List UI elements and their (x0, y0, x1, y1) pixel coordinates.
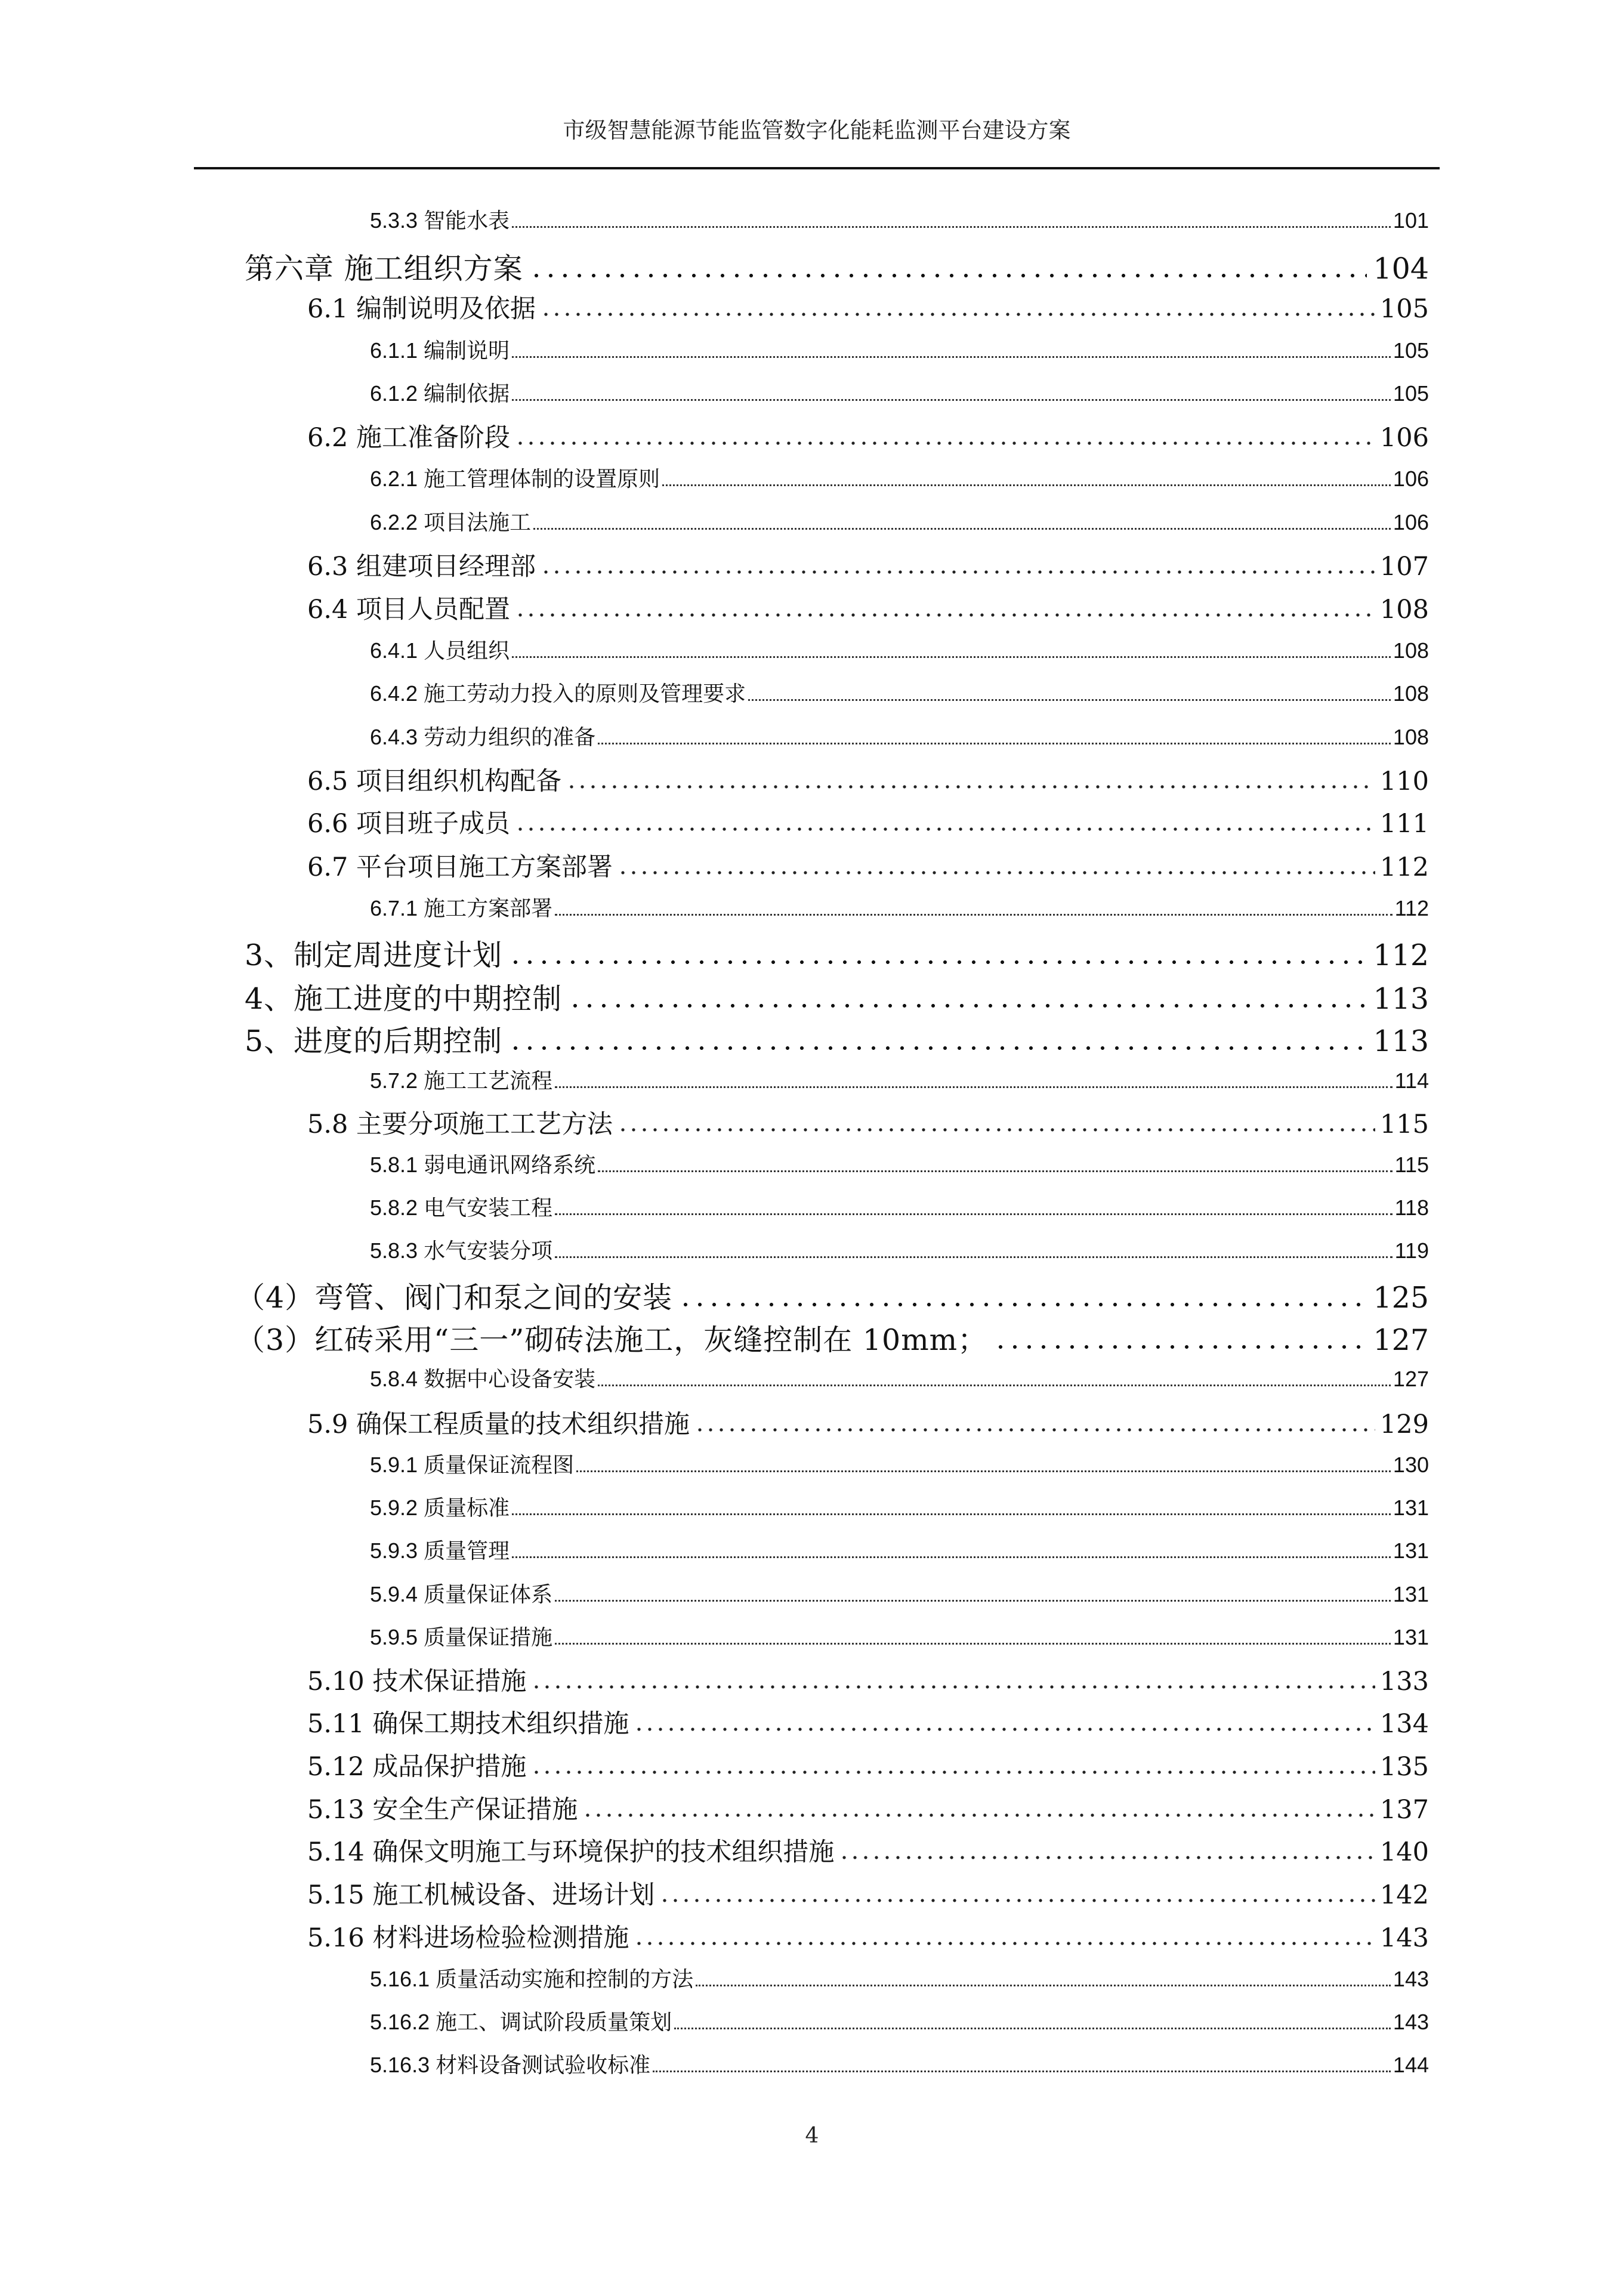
toc-entry-title: 6.4.3 劳动力组织的准备 (370, 725, 596, 749)
toc-entry[interactable] (307, 1104, 1429, 1140)
toc-entry-page: 142 (1379, 1880, 1429, 1910)
toc-dot-leader (678, 1281, 1367, 1308)
toc-entry-page: 143 (1393, 2010, 1429, 2034)
toc-entry-title: 6.4 项目人员配置 (307, 595, 511, 625)
toc-entry[interactable] (370, 1491, 1429, 1522)
toc-dot-leader (748, 681, 1391, 701)
toc-entry-title: 5.16.3 材料设备测试验收标准 (370, 2053, 651, 2077)
toc-entry[interactable] (307, 418, 1429, 453)
toc-dot-leader (555, 1238, 1393, 1258)
toc-entry-page: 105 (1393, 381, 1429, 406)
toc-entry[interactable] (307, 1875, 1429, 1911)
toc-entry[interactable] (370, 2048, 1429, 2079)
toc-entry[interactable] (370, 2005, 1429, 2037)
toc-entry-page: 131 (1393, 1495, 1429, 1520)
toc-entry[interactable] (307, 289, 1429, 325)
toc-entry-title: 5.3.3 智能水表 (370, 208, 510, 233)
toc-entry-page: 113 (1373, 982, 1429, 1015)
toc-entry-title: 6.7 平台项目施工方案部署 (307, 852, 613, 882)
toc-dot-leader (618, 852, 1375, 876)
toc-entry[interactable] (307, 1404, 1429, 1440)
toc-entry-page: 112 (1373, 938, 1429, 972)
toc-entry-page: 127 (1373, 1323, 1429, 1356)
toc-entry[interactable] (370, 1448, 1429, 1479)
toc-entry[interactable] (370, 892, 1429, 923)
toc-dot-leader (568, 982, 1367, 1009)
toc-entry[interactable] (236, 1317, 1429, 1356)
toc-entry-page: 119 (1394, 1238, 1429, 1263)
toc-dot-leader (515, 422, 1375, 446)
toc-dot-leader (541, 551, 1375, 575)
toc-entry-page: 133 (1379, 1667, 1429, 1696)
toc-dot-leader (555, 1625, 1391, 1645)
toc-entry-title: 4、施工进度的中期控制 (245, 982, 563, 1015)
toc-entry-title: 5.11 确保工期技术组织措施 (307, 1709, 629, 1739)
toc-entry[interactable] (370, 1148, 1429, 1179)
toc-entry[interactable] (370, 1963, 1429, 1994)
toc-entry[interactable] (245, 932, 1429, 972)
toc-entry-title: 6.7.1 施工方案部署 (370, 896, 553, 920)
toc-entry-title: 5.13 安全生产保证措施 (307, 1795, 578, 1825)
toc-dot-leader (659, 1880, 1375, 1903)
toc-entry-page: 127 (1393, 1367, 1429, 1391)
header-divider (194, 167, 1440, 169)
toc-entry-page: 106 (1379, 423, 1429, 453)
toc-dot-leader (662, 466, 1391, 486)
toc-dot-leader (696, 1967, 1391, 1986)
toc-dot-leader (555, 1195, 1393, 1215)
page-number: 4 (805, 2124, 819, 2148)
toc-entry[interactable] (307, 589, 1429, 625)
toc-entry-title: 6.3 组建项目经理部 (307, 552, 536, 582)
toc-entry[interactable] (236, 1275, 1429, 1314)
toc-entry-title: 5.8.3 水气安装分项 (370, 1238, 553, 1263)
toc-dot-leader (515, 808, 1375, 832)
toc-entry[interactable] (370, 1234, 1429, 1265)
page-header-title: 市级智慧能源节能监管数字化能耗监测平台建设方案 (563, 118, 1071, 143)
toc-entry-page: 110 (1379, 767, 1429, 796)
toc-entry-page: 107 (1379, 552, 1429, 582)
toc-dot-leader (694, 1409, 1375, 1433)
toc-dot-leader (598, 1152, 1393, 1172)
toc-entry-title: 6.4.1 人员组织 (370, 638, 510, 663)
toc-entry-page: 104 (1373, 252, 1429, 285)
toc-dot-leader (839, 1837, 1375, 1861)
toc-dot-leader (653, 2053, 1391, 2072)
toc-entry-page: 114 (1394, 1068, 1429, 1093)
toc-entry-page: 105 (1393, 338, 1429, 363)
toc-entry[interactable] (370, 634, 1429, 665)
toc-entry[interactable] (370, 1064, 1429, 1095)
toc-entry[interactable] (370, 462, 1429, 493)
toc-entry[interactable] (307, 761, 1429, 797)
toc-entry-page: 131 (1393, 1538, 1429, 1563)
toc-entry[interactable] (245, 1018, 1429, 1058)
toc-dot-leader (531, 1751, 1375, 1775)
toc-entry[interactable] (370, 204, 1429, 235)
toc-entry-title: 6.2 施工准备阶段 (307, 423, 511, 453)
toc-dot-leader (993, 1324, 1367, 1350)
toc-entry-page: 108 (1393, 681, 1429, 706)
toc-entry-title: 6.2.1 施工管理体制的设置原则 (370, 466, 660, 491)
toc-dot-leader (555, 896, 1393, 916)
toc-dot-leader (508, 1025, 1367, 1051)
toc-entry[interactable] (245, 976, 1429, 1015)
toc-entry[interactable] (370, 721, 1429, 752)
toc-entry[interactable] (307, 1832, 1429, 1868)
toc-dot-leader (582, 1794, 1375, 1818)
toc-dot-leader (512, 638, 1391, 658)
toc-dot-leader (512, 208, 1391, 228)
toc-entry-title: 3、制定周进度计划 (245, 938, 503, 972)
toc-entry[interactable] (307, 1747, 1429, 1782)
toc-entry[interactable] (370, 1578, 1429, 1609)
toc-entry[interactable] (307, 847, 1429, 883)
toc-entry[interactable] (307, 1790, 1429, 1825)
toc-entry-title: 5.15 施工机械设备、进场计划 (307, 1880, 655, 1910)
toc-entry[interactable] (370, 334, 1429, 365)
toc-entry-title: 5.8.1 弱电通讯网络系统 (370, 1152, 596, 1177)
toc-entry[interactable] (307, 546, 1429, 582)
toc-entry-title: （4）弯管、阀门和泵之间的安装 (236, 1281, 673, 1314)
toc-entry[interactable] (370, 1362, 1429, 1393)
toc-entry[interactable] (307, 804, 1429, 839)
toc-entry-page: 134 (1379, 1709, 1429, 1739)
toc-entry-title: 5.8.4 数据中心设备安装 (370, 1367, 596, 1391)
toc-entry[interactable] (370, 1534, 1429, 1565)
toc-dot-leader (634, 1708, 1375, 1732)
toc-entry-page: 118 (1394, 1195, 1429, 1220)
toc-entry-title: 5.8.2 电气安装工程 (370, 1195, 553, 1220)
toc-dot-leader (512, 338, 1391, 358)
toc-dot-leader (598, 1367, 1391, 1386)
toc-dot-leader (533, 510, 1391, 530)
toc-entry-page: 108 (1379, 595, 1429, 625)
toc-entry-page: 115 (1394, 1152, 1429, 1177)
toc-entry-page: 111 (1379, 809, 1429, 839)
toc-entry-title: 6.1.2 编制依据 (370, 381, 510, 406)
toc-entry-page: 131 (1393, 1582, 1429, 1606)
toc-entry-page: 131 (1393, 1625, 1429, 1649)
toc-entry-title: 5.16 材料进场检验检测措施 (307, 1923, 629, 1953)
toc-entry[interactable] (307, 1704, 1429, 1739)
toc-entry-title: 6.4.2 施工劳动力投入的原则及管理要求 (370, 681, 746, 706)
toc-entry[interactable] (370, 1191, 1429, 1222)
toc-entry-title: 6.1.1 编制说明 (370, 338, 510, 363)
toc-entry-page: 143 (1379, 1923, 1429, 1953)
toc-entry-page: 129 (1379, 1410, 1429, 1439)
toc-entry[interactable] (245, 246, 1429, 285)
toc-dot-leader (512, 1495, 1391, 1515)
toc-entry-page: 106 (1393, 510, 1429, 534)
toc-entry-page: 115 (1379, 1110, 1429, 1139)
toc-dot-leader (508, 939, 1367, 965)
toc-entry-page: 130 (1393, 1453, 1429, 1477)
toc-dot-leader (531, 1666, 1375, 1690)
toc-entry-title: 5.9.2 质量标准 (370, 1495, 510, 1520)
toc-entry-title: 5.9.4 质量保证体系 (370, 1582, 553, 1606)
toc-entry-page: 137 (1379, 1795, 1429, 1825)
toc-dot-leader (515, 594, 1375, 618)
toc-entry-page: 105 (1379, 294, 1429, 324)
toc-dot-leader (566, 766, 1375, 790)
toc-dot-leader (541, 293, 1375, 317)
toc-entry-title: 6.1 编制说明及依据 (307, 294, 536, 324)
toc-entry-title: 6.6 项目班子成员 (307, 809, 511, 839)
toc-entry-title: 5.12 成品保护措施 (307, 1752, 527, 1782)
toc-entry-title: 5.14 确保文明施工与环境保护的技术组织措施 (307, 1837, 835, 1867)
toc-dot-leader (512, 381, 1391, 401)
toc-dot-leader (555, 1582, 1391, 1602)
toc-entry-page: 108 (1393, 638, 1429, 663)
toc-entry-title: 5.9 确保工程质量的技术组织措施 (307, 1410, 690, 1439)
toc-entry-title: 5.16.2 施工、调试阶段质量策划 (370, 2010, 672, 2034)
toc-entry-page: 140 (1379, 1837, 1429, 1867)
toc-entry-title: 6.2.2 项目法施工 (370, 510, 532, 534)
toc-entry-title: 5.9.1 质量保证流程图 (370, 1453, 575, 1477)
toc-dot-leader (618, 1109, 1375, 1133)
toc-entry-page: 113 (1373, 1024, 1429, 1058)
toc-dot-leader (512, 1538, 1391, 1558)
toc-entry-title: 5.16.1 质量活动实施和控制的方法 (370, 1967, 694, 1991)
toc-entry-page: 106 (1393, 466, 1429, 491)
toc-dot-leader (674, 2010, 1391, 2029)
toc-entry-title: 5.7.2 施工工艺流程 (370, 1068, 553, 1093)
toc-entry-page: 112 (1394, 896, 1429, 920)
toc-entry-page: 143 (1393, 1967, 1429, 1991)
toc-entry-page: 112 (1379, 852, 1429, 882)
toc-dot-leader (634, 1923, 1375, 1946)
toc-dot-leader (529, 252, 1367, 279)
toc-entry-title: （3）红砖采用“三一”砌砖法施工，灰缝控制在 10mm； (236, 1323, 988, 1356)
toc-dot-leader (576, 1453, 1391, 1472)
toc-entry[interactable] (370, 1621, 1429, 1652)
toc-entry[interactable] (370, 677, 1429, 708)
toc-entry-title: 5、进度的后期控制 (245, 1024, 503, 1058)
toc-entry-title: 第六章 施工组织方案 (245, 252, 523, 285)
toc-entry-page: 125 (1373, 1281, 1429, 1314)
toc-entry-title: 6.5 项目组织机构配备 (307, 767, 562, 796)
toc-entry[interactable] (370, 377, 1429, 408)
toc-entry-page: 144 (1393, 2053, 1429, 2077)
toc-entry-title: 5.8 主要分项施工工艺方法 (307, 1110, 613, 1139)
toc-entry-page: 101 (1393, 208, 1429, 233)
toc-entry[interactable] (307, 1661, 1429, 1697)
toc-entry-page: 108 (1393, 725, 1429, 749)
toc-entry-title: 5.9.5 质量保证措施 (370, 1625, 553, 1649)
toc-entry-title: 5.10 技术保证措施 (307, 1667, 527, 1696)
toc-entry[interactable] (370, 506, 1429, 537)
toc-dot-leader (598, 725, 1391, 744)
toc-dot-leader (555, 1068, 1393, 1088)
toc-entry-page: 135 (1379, 1752, 1429, 1782)
toc-entry-title: 5.9.3 质量管理 (370, 1538, 510, 1563)
toc-entry[interactable] (307, 1918, 1429, 1954)
